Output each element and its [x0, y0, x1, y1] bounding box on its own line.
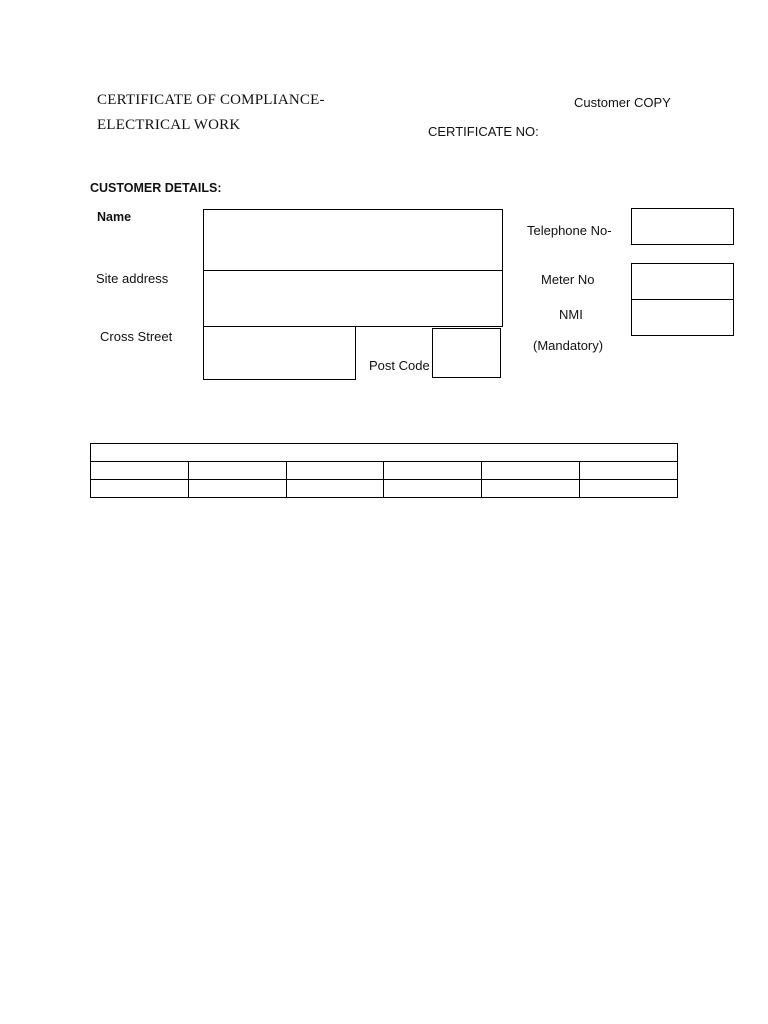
- grid-header-row: [91, 444, 678, 462]
- site-address-label: Site address: [96, 271, 169, 286]
- site-address-field[interactable]: [203, 270, 503, 327]
- grid-cell[interactable]: [91, 462, 189, 480]
- grid-cell[interactable]: [188, 462, 286, 480]
- certificate-no-label: CERTIFICATE NO:: [428, 124, 539, 139]
- grid-cell[interactable]: [286, 462, 384, 480]
- certificate-title-line2: ELECTRICAL WORK: [97, 117, 241, 133]
- certificate-title-line1: CERTIFICATE OF COMPLIANCE-: [97, 92, 325, 108]
- nmi-label: NMI: [559, 307, 583, 322]
- telephone-label: Telephone No-: [527, 223, 612, 238]
- mandatory-label: (Mandatory): [533, 338, 604, 353]
- cross-street-field[interactable]: [203, 326, 356, 380]
- grid-cell[interactable]: [580, 462, 678, 480]
- nmi-field[interactable]: [631, 299, 734, 336]
- grid-cell[interactable]: [91, 480, 189, 498]
- grid-cell[interactable]: [188, 480, 286, 498]
- meter-no-field[interactable]: [631, 263, 734, 300]
- grid-cell[interactable]: [286, 480, 384, 498]
- grid-cell[interactable]: [580, 480, 678, 498]
- grid-header-cell[interactable]: [91, 444, 678, 462]
- grid-cell[interactable]: [482, 462, 580, 480]
- post-code-field[interactable]: [432, 328, 501, 378]
- meter-no-label: Meter No: [541, 272, 595, 287]
- telephone-field[interactable]: [631, 208, 734, 245]
- details-grid-table: [90, 443, 678, 498]
- name-label: Name: [97, 210, 132, 224]
- grid-row: [91, 462, 678, 480]
- grid-cell[interactable]: [482, 480, 580, 498]
- grid-row: [91, 480, 678, 498]
- name-field[interactable]: [203, 209, 503, 271]
- customer-details-heading: CUSTOMER DETAILS:: [90, 181, 222, 195]
- post-code-label: Post Code: [369, 358, 430, 373]
- cross-street-label: Cross Street: [100, 329, 173, 344]
- copy-label: Customer COPY: [574, 95, 671, 110]
- grid-cell[interactable]: [384, 462, 482, 480]
- grid-cell[interactable]: [384, 480, 482, 498]
